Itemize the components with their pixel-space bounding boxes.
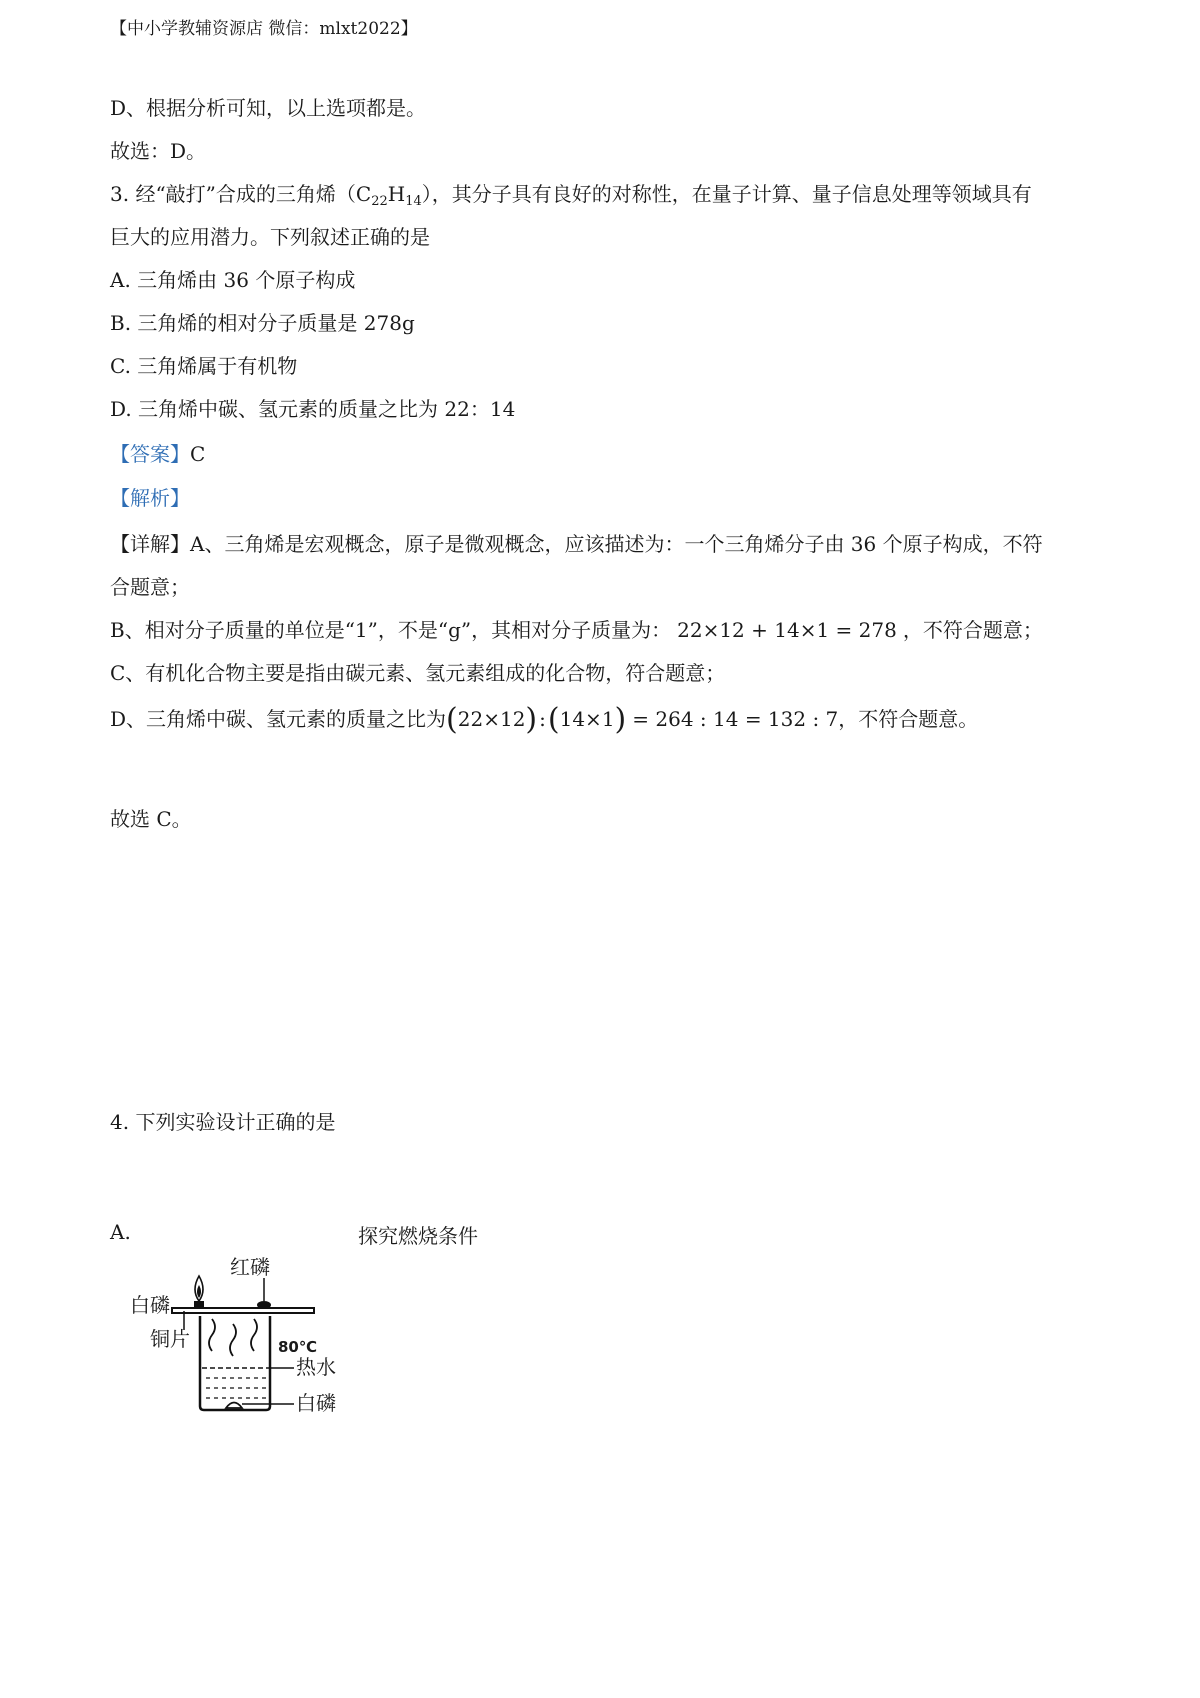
answer-value: C: [190, 442, 206, 466]
copper-sheet-shape: [172, 1308, 314, 1313]
detail-d-colon: :: [539, 707, 546, 731]
page-header: 【中小学教辅资源店 微信：mlxt2022】: [110, 19, 418, 39]
steam-curl-1: [209, 1319, 215, 1351]
label-temperature: 80℃: [278, 1338, 318, 1356]
label-white-phosphorus-top: 白磷: [130, 1293, 170, 1317]
detail-c: C、有机化合物主要是指由碳元素、氢元素组成的化合物，符合题意；: [110, 661, 726, 685]
prev-choice: 故选：D。: [110, 139, 207, 163]
white-phosphorus-underwater: [226, 1403, 242, 1409]
detail-d-end: ，不符合题意。: [838, 707, 979, 731]
label-copper-sheet: 铜片: [150, 1327, 190, 1351]
q3-stem-part-a: 3. 经“敲打”合成的三角烯（C: [110, 182, 372, 206]
q3-option-d: D. 三角烯中碳、氢元素的质量之比为 22：14: [110, 397, 516, 421]
q3-option-b: B. 三角烯的相对分子质量是 278g: [110, 311, 415, 335]
detail-d-term1: 22×12: [457, 707, 526, 731]
detail-b-math: 22×12 + 14×1 = 278: [677, 618, 897, 642]
q3-stem-line2: 巨大的应用潜力。下列叙述正确的是: [110, 225, 430, 249]
q3-formula-h: H: [387, 182, 406, 206]
detail-a-line2: 合题意；: [110, 575, 190, 599]
q3-formula-c-subscript: 22: [371, 194, 388, 209]
q3-stem-part-b: ），其分子具有良好的对称性，在量子计算、量子信息处理等领域具有: [421, 182, 1032, 206]
q3-option-a: A. 三角烯由 36 个原子构成: [110, 268, 356, 292]
detail-d-term2: 14×1: [559, 707, 615, 731]
q3-formula-h-subscript: 14: [405, 194, 422, 209]
label-red-phosphorus: 红磷: [230, 1255, 270, 1279]
detail-d: [110, 702, 979, 737]
prev-option-d-analysis: D、根据分析可知，以上选项都是。: [110, 96, 427, 120]
q4-option-a-caption: 探究燃烧条件: [358, 1224, 478, 1248]
detail-d-text: D、三角烯中碳、氢元素的质量之比为: [110, 707, 447, 731]
q3-choice: 故选 C。: [110, 807, 192, 831]
left-paren-2: (: [547, 702, 560, 737]
combustion-experiment-figure: [130, 1256, 390, 1426]
answer-tag: 【答案】: [110, 442, 190, 466]
right-paren-1: ): [525, 702, 538, 737]
detail-b: [110, 616, 1043, 644]
label-hot-water: 热水: [296, 1355, 336, 1379]
detail-d-result: = 264 : 14 = 132 : 7: [632, 707, 839, 731]
detail-b-end: ，不符合题意；: [902, 618, 1043, 642]
detail-b-text: B、相对分子质量的单位是“1”，不是“g”，其相对分子质量为：: [110, 618, 672, 642]
analysis-tag: 【解析】: [110, 486, 190, 510]
q4-stem: 4. 下列实验设计正确的是: [110, 1110, 336, 1134]
right-paren-2: ): [614, 702, 627, 737]
detail-a-line1: 【详解】A、三角烯是宏观概念，原子是微观概念，应该描述为：一个三角烯分子由 36 个原子构成，不符: [110, 532, 1043, 556]
q3-stem-line1: [110, 180, 1032, 208]
left-paren-1: (: [446, 702, 458, 737]
q3-option-c: C. 三角烯属于有机物: [110, 354, 298, 378]
red-phosphorus-shape: [257, 1301, 271, 1309]
steam-curl-2: [230, 1324, 236, 1356]
label-white-phosphorus-bottom: 白磷: [296, 1391, 336, 1415]
q3-answer: [110, 440, 205, 468]
q4-option-a-label: A.: [110, 1220, 131, 1244]
steam-curl-3: [251, 1319, 257, 1351]
